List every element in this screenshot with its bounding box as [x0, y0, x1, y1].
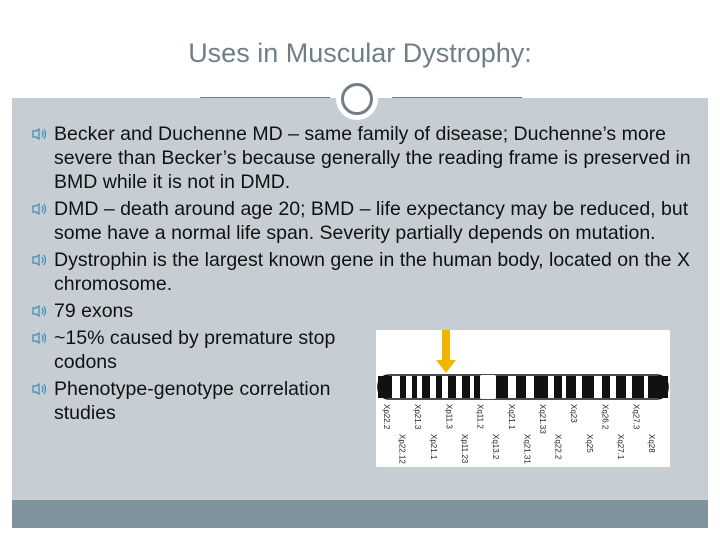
chromosome-band	[496, 376, 508, 398]
bullet-icon	[32, 202, 48, 216]
band-label: Xp22.12	[397, 434, 407, 464]
band-label: Xq21.33	[538, 404, 547, 434]
band-label: Xq21.1	[506, 404, 516, 430]
band-label: Xq28	[647, 434, 657, 453]
bullet-item	[32, 299, 692, 323]
bullet-text: Phenotype-genotype correlation studies	[54, 378, 331, 424]
chromosome-band	[448, 376, 456, 398]
bullet-icon	[32, 304, 48, 318]
band-label: Xp22.2	[382, 404, 391, 430]
bullet-text: Becker and Duchenne MD – same family of disease; Duchenne’s more severe than Becker’s because generally the reading frame is preserved in BMD while it is not in DMD.	[54, 123, 691, 193]
chromosome-band	[616, 376, 626, 398]
chromosome-band	[422, 376, 430, 398]
bullet-item	[32, 326, 374, 374]
marker-arrow-shaft	[442, 330, 450, 362]
chromosome-band	[582, 376, 594, 398]
chromosome-band	[436, 376, 442, 398]
band-label: Xp11.3	[444, 404, 454, 429]
slide-title: Uses in Muscular Dystrophy:	[188, 38, 532, 68]
band-label: Xq26.2	[600, 404, 610, 430]
chromosome-band	[516, 376, 526, 398]
band-label: Xq13.2	[491, 434, 501, 460]
band-label: Xq27.3	[631, 404, 641, 430]
bullet-icon	[32, 127, 48, 141]
band-label: Xq11.2	[475, 404, 485, 429]
band-label: Xp11.23	[460, 434, 469, 464]
chromosome-band	[566, 376, 576, 398]
chromosome-band	[412, 376, 417, 398]
band-label: Xq21.31	[522, 434, 532, 464]
chromosome-band	[400, 376, 406, 398]
footer-bar	[12, 500, 708, 528]
marker-arrow-head	[436, 360, 456, 373]
chromosome-band	[554, 376, 562, 398]
bullet-icon	[32, 253, 48, 267]
band-label: Xq25	[584, 434, 594, 453]
bullet-item	[32, 197, 692, 245]
bullet-text: DMD – death around age 20; BMD – life expectancy may be reduced, but some have a normal life span. Severity partially depends on mutation.	[54, 198, 689, 244]
circle-ornament-ring	[341, 83, 373, 115]
chromosome-band	[602, 376, 610, 398]
band-label: Xp21.1	[428, 434, 438, 460]
chromosome-band	[534, 376, 548, 398]
bullet-icon	[32, 382, 48, 396]
chromosome-ideogram	[376, 330, 670, 467]
bullet-icon	[32, 331, 48, 345]
bullet-text: 79 exons	[54, 300, 134, 322]
chromosome-band	[632, 376, 644, 398]
bullet-text: ~15% caused by premature stop codons	[54, 327, 336, 373]
bullet-item	[32, 122, 692, 194]
chromosome-band	[474, 376, 480, 398]
band-label: Xq22.2	[553, 434, 563, 460]
band-label: Xq23	[569, 404, 579, 423]
bullet-text: Dystrophin is the largest known gene in the human body, located on the X chromosome.	[54, 249, 690, 295]
bullet-item	[32, 377, 374, 425]
chromosome-band	[462, 376, 470, 398]
bullet-item	[32, 248, 692, 296]
band-label: Xq27.1	[616, 434, 625, 460]
chromosome-figure	[376, 330, 670, 467]
band-label: Xp21.3	[413, 404, 423, 430]
